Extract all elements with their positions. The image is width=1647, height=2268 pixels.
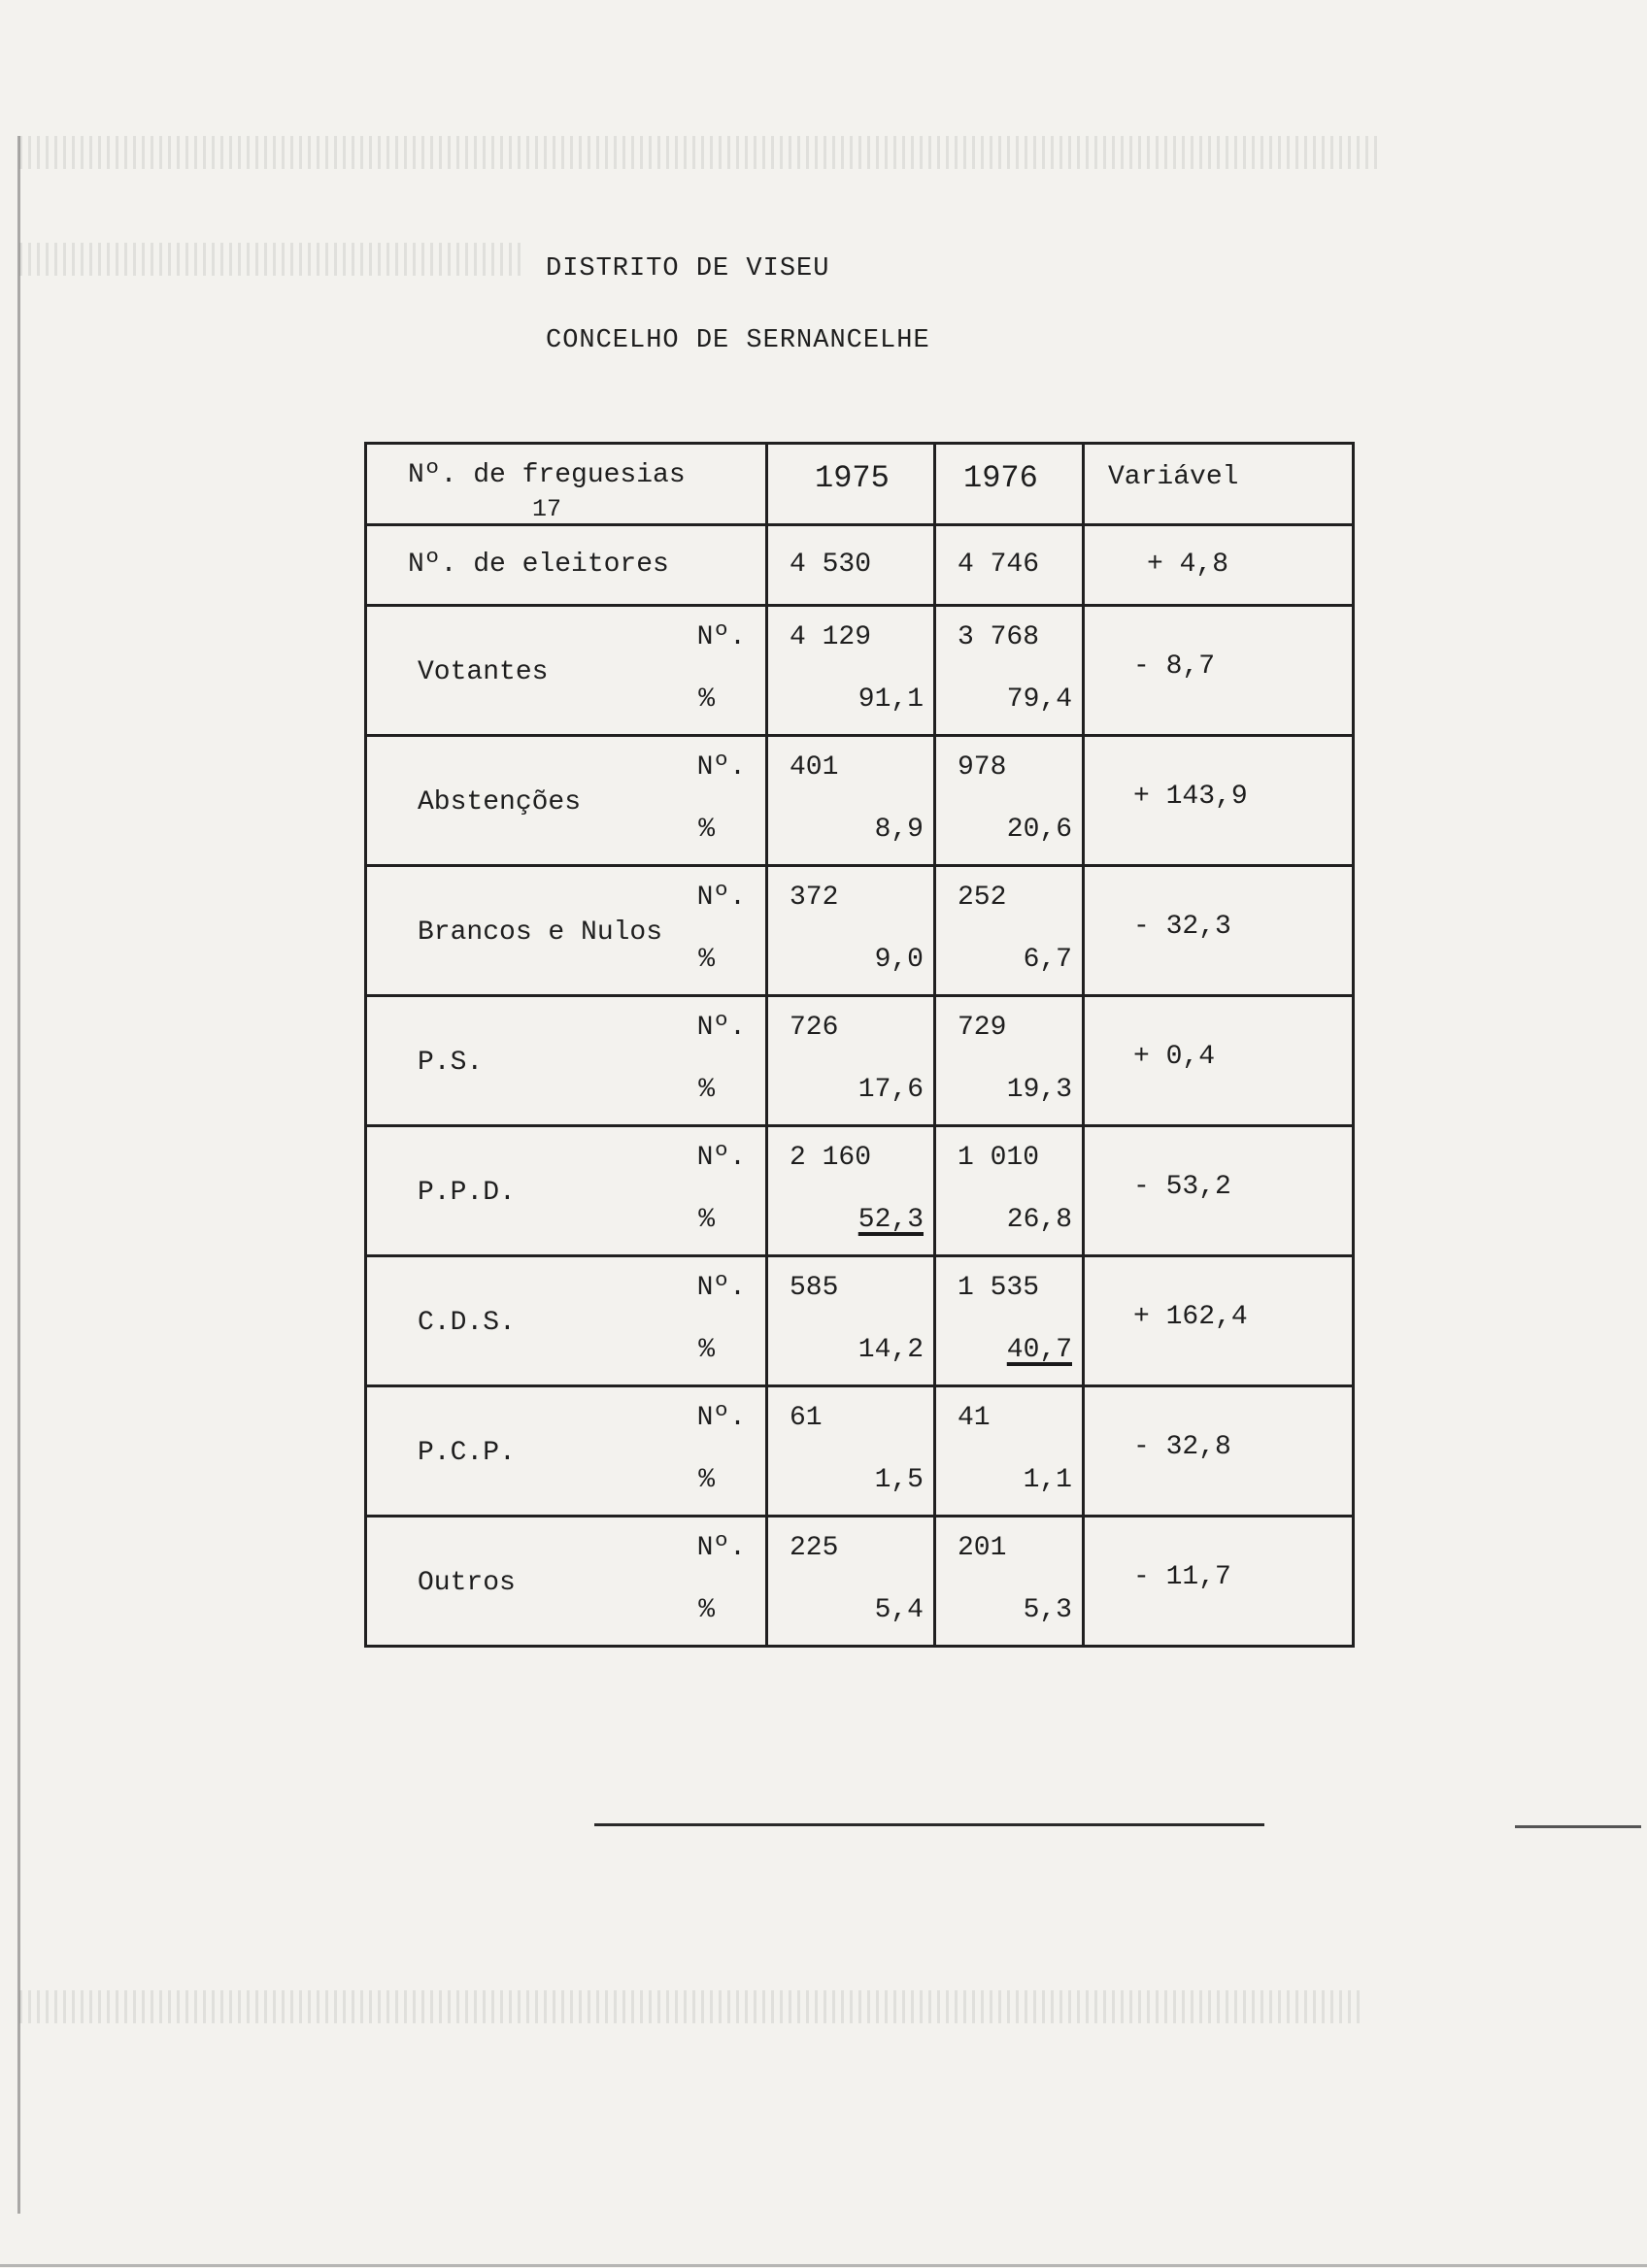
electors-label: Nº. de eleitores bbox=[408, 550, 669, 580]
row-1976-percent: 79,4 bbox=[1006, 684, 1072, 715]
election-results-table bbox=[364, 442, 1355, 1648]
unit-number: Nº. bbox=[696, 1273, 746, 1303]
row-1975-cell bbox=[767, 866, 935, 996]
unit-number: Nº. bbox=[696, 1013, 746, 1043]
row-label-cell bbox=[366, 1386, 767, 1517]
row-label: Abstenções bbox=[418, 787, 582, 817]
separator-line-right bbox=[1515, 1825, 1641, 1828]
electors-1975: 4 530 bbox=[790, 550, 872, 580]
table-row bbox=[366, 1386, 1354, 1517]
header-parishes-count: 17 bbox=[532, 495, 562, 523]
row-variation-cell bbox=[1084, 1517, 1354, 1647]
row-1975-number: 726 bbox=[790, 1013, 839, 1043]
header-year-1975: 1975 bbox=[815, 460, 890, 496]
header-parishes-cell bbox=[366, 444, 767, 525]
row-1976-cell bbox=[935, 1256, 1084, 1386]
row-1975-percent: 8,9 bbox=[874, 815, 924, 845]
unit-number: Nº. bbox=[696, 883, 746, 913]
unit-number: Nº. bbox=[696, 622, 746, 652]
row-1976-cell bbox=[935, 736, 1084, 866]
header-year-1976: 1976 bbox=[963, 460, 1038, 496]
table-row bbox=[366, 996, 1354, 1126]
header-variation-cell bbox=[1084, 444, 1354, 525]
scan-noise-band bbox=[19, 1990, 1360, 2023]
row-1975-number: 401 bbox=[790, 752, 839, 783]
row-variation: - 32,8 bbox=[1133, 1432, 1231, 1462]
row-1975-percent: 17,6 bbox=[857, 1075, 924, 1105]
row-1976-cell bbox=[935, 866, 1084, 996]
table-row bbox=[366, 1517, 1354, 1647]
table-row-electors bbox=[366, 525, 1354, 606]
row-label-cell bbox=[366, 866, 767, 996]
row-variation: + 143,9 bbox=[1133, 782, 1248, 812]
row-1975-cell bbox=[767, 996, 935, 1126]
scan-noise-band bbox=[19, 243, 524, 276]
row-1976-number: 252 bbox=[958, 883, 1007, 913]
row-label: Outros bbox=[418, 1568, 516, 1598]
row-1976-cell bbox=[935, 1126, 1084, 1256]
row-label-cell bbox=[366, 1256, 767, 1386]
row-1976-cell bbox=[935, 606, 1084, 736]
row-1976-number: 41 bbox=[958, 1403, 991, 1433]
electors-1976: 4 746 bbox=[958, 550, 1040, 580]
row-1976-number: 978 bbox=[958, 752, 1007, 783]
row-1976-number: 3 768 bbox=[958, 622, 1040, 652]
row-variation: - 11,7 bbox=[1133, 1562, 1231, 1592]
row-variation-cell bbox=[1084, 736, 1354, 866]
row-label-cell bbox=[366, 1517, 767, 1647]
row-variation: + 162,4 bbox=[1133, 1302, 1248, 1332]
unit-number: Nº. bbox=[696, 1403, 746, 1433]
row-1975-cell bbox=[767, 736, 935, 866]
unit-percent: % bbox=[698, 1205, 715, 1235]
row-label-cell bbox=[366, 736, 767, 866]
row-1976-cell bbox=[935, 1386, 1084, 1517]
unit-number: Nº. bbox=[696, 752, 746, 783]
row-1975-percent: 9,0 bbox=[874, 945, 924, 975]
row-variation-cell bbox=[1084, 1386, 1354, 1517]
electors-variation: + 4,8 bbox=[1147, 550, 1229, 580]
unit-percent: % bbox=[698, 945, 715, 975]
row-1975-percent: 5,4 bbox=[874, 1595, 924, 1625]
electors-1975-cell bbox=[767, 525, 935, 606]
row-1975-number: 225 bbox=[790, 1533, 839, 1563]
row-1976-number: 729 bbox=[958, 1013, 1007, 1043]
table-header-row bbox=[366, 444, 1354, 525]
table-row bbox=[366, 736, 1354, 866]
row-1976-percent-underlined: 40,7 bbox=[1006, 1335, 1072, 1365]
row-label: P.P.D. bbox=[418, 1178, 516, 1208]
row-variation-cell bbox=[1084, 1126, 1354, 1256]
row-label: P.S. bbox=[418, 1048, 484, 1078]
row-1975-cell bbox=[767, 606, 935, 736]
row-variation-cell bbox=[1084, 606, 1354, 736]
row-1976-number: 201 bbox=[958, 1533, 1007, 1563]
separator-line bbox=[594, 1823, 1264, 1826]
row-1976-percent: 6,7 bbox=[1023, 945, 1072, 975]
table-row bbox=[366, 866, 1354, 996]
row-1976-cell bbox=[935, 996, 1084, 1126]
row-1975-number: 585 bbox=[790, 1273, 839, 1303]
unit-percent: % bbox=[698, 1595, 715, 1625]
row-label: Votantes bbox=[418, 657, 549, 687]
row-1975-cell bbox=[767, 1517, 935, 1647]
row-1975-percent: 1,5 bbox=[874, 1465, 924, 1495]
row-1976-percent: 5,3 bbox=[1023, 1595, 1072, 1625]
row-label: P.C.P. bbox=[418, 1438, 516, 1468]
row-1975-number: 2 160 bbox=[790, 1143, 872, 1173]
row-1976-number: 1 535 bbox=[958, 1273, 1040, 1303]
unit-percent: % bbox=[698, 1075, 715, 1105]
row-label: C.D.S. bbox=[418, 1308, 516, 1338]
row-1975-cell bbox=[767, 1256, 935, 1386]
unit-percent: % bbox=[698, 684, 715, 715]
row-1976-number: 1 010 bbox=[958, 1143, 1040, 1173]
unit-percent: % bbox=[698, 815, 715, 845]
row-label-cell bbox=[366, 1126, 767, 1256]
row-1975-number: 372 bbox=[790, 883, 839, 913]
electors-variation-cell bbox=[1084, 525, 1354, 606]
row-label: Brancos e Nulos bbox=[418, 917, 663, 948]
electors-1976-cell bbox=[935, 525, 1084, 606]
row-label-cell bbox=[366, 606, 767, 736]
row-1976-cell bbox=[935, 1517, 1084, 1647]
row-1975-number: 61 bbox=[790, 1403, 823, 1433]
row-1975-percent: 91,1 bbox=[857, 684, 924, 715]
scan-noise-band bbox=[19, 136, 1379, 169]
row-variation-cell bbox=[1084, 996, 1354, 1126]
unit-percent: % bbox=[698, 1335, 715, 1365]
row-1976-percent: 1,1 bbox=[1023, 1465, 1072, 1495]
row-1975-percent-underlined: 52,3 bbox=[857, 1205, 924, 1235]
row-variation: - 53,2 bbox=[1133, 1172, 1231, 1202]
unit-number: Nº. bbox=[696, 1533, 746, 1563]
row-1975-percent: 14,2 bbox=[857, 1335, 924, 1365]
row-variation: - 8,7 bbox=[1133, 651, 1216, 682]
table-row bbox=[366, 606, 1354, 736]
electors-label-cell bbox=[366, 525, 767, 606]
header-parishes-label: Nº. de freguesias bbox=[408, 460, 686, 490]
row-1976-percent: 26,8 bbox=[1006, 1205, 1072, 1235]
row-1975-cell bbox=[767, 1126, 935, 1256]
header-variation: Variável bbox=[1108, 462, 1239, 492]
unit-number: Nº. bbox=[696, 1143, 746, 1173]
county-heading: CONCELHO DE SERNANCELHE bbox=[546, 326, 930, 355]
header-year1-cell bbox=[767, 444, 935, 525]
row-1976-percent: 19,3 bbox=[1006, 1075, 1072, 1105]
page-bottom-edge bbox=[0, 2264, 1647, 2267]
header-year2-cell bbox=[935, 444, 1084, 525]
row-label-cell bbox=[366, 996, 767, 1126]
row-1975-number: 4 129 bbox=[790, 622, 872, 652]
table-row bbox=[366, 1256, 1354, 1386]
page-left-edge bbox=[17, 136, 20, 2214]
row-1975-cell bbox=[767, 1386, 935, 1517]
row-variation-cell bbox=[1084, 1256, 1354, 1386]
row-variation-cell bbox=[1084, 866, 1354, 996]
row-variation: - 32,3 bbox=[1133, 912, 1231, 942]
table-row bbox=[366, 1126, 1354, 1256]
row-variation: + 0,4 bbox=[1133, 1042, 1216, 1072]
district-heading: DISTRITO DE VISEU bbox=[546, 254, 830, 284]
row-1976-percent: 20,6 bbox=[1006, 815, 1072, 845]
unit-percent: % bbox=[698, 1465, 715, 1495]
